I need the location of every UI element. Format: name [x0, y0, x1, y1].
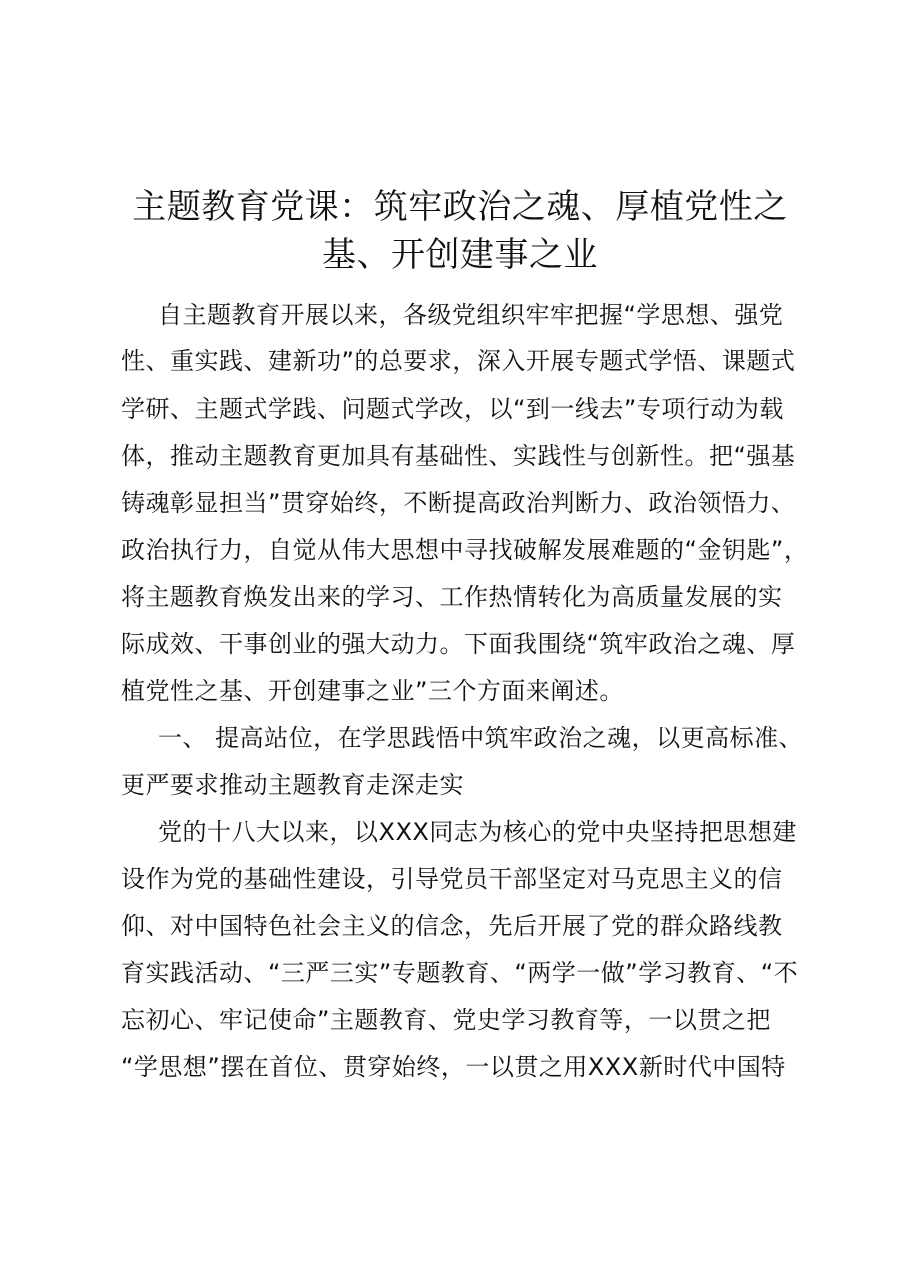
paragraph-line: 植党性之基、开创建事之业”三个方面来阐述。: [121, 677, 624, 705]
paragraph-line: 仰、对中国特色社会主义的信念，先后开展了党的群众路线教: [121, 912, 783, 940]
paragraph-line: 忘初心、牢记使命”主题教育、党史学习教育等，一以贯之把: [121, 1006, 771, 1034]
paragraph-line: 育实践活动、“三严三实”专题教育、“两学一做”学习教育、“不: [121, 959, 799, 987]
paragraph-line: 学研、主题式学践、问题式学改，以“到一线去”专项行动为载: [121, 395, 784, 423]
paragraph-line: 际成效、干事创业的强大动力。下面我围绕“筑牢政治之魂、厚: [121, 630, 796, 658]
paragraph-line: 自主题教育开展以来，各级党组织牢牢把握“学思想、强党: [158, 301, 784, 329]
title-line-1: 主题教育党课：筑牢政治之魂、厚植党性之: [132, 186, 788, 227]
paragraph-line: 性、重实践、建新功”的总要求，深入开展专题式学悟、课题式: [121, 347, 796, 375]
paragraph-line: 党的十八大以来，以XXX同志为核心的党中央坚持把思想建: [158, 818, 797, 846]
paragraph-line: “学思想”摆在首位、贯穿始终，一以贯之用XXX新时代中国特: [121, 1053, 786, 1081]
section-heading-line: 一、 提高站位，在学思践悟中筑牢政治之魂，以更高标准、: [158, 724, 804, 752]
paragraph-line: 设作为党的基础性建设，引导党员干部坚定对马克思主义的信: [121, 865, 783, 893]
paragraph-line: 体，推动主题教育更加具有基础性、实践性与创新性。把“强基: [121, 442, 796, 470]
document-title: [100, 183, 820, 279]
paragraph-line: 铸魂彰显担当”贯穿始终，不断提高政治判断力、政治领悟力、: [121, 489, 796, 517]
paragraph-line: 政治执行力，自觉从伟大思想中寻找破解发展难题的“金钥匙”，: [121, 536, 809, 564]
paragraph-line: 将主题教育焕发出来的学习、工作热情转化为高质量发展的实: [121, 583, 783, 611]
section-heading-line: 更严要求推动主题教育走深走实: [121, 771, 464, 799]
title-line-2: 基、开创建事之业: [322, 234, 598, 275]
